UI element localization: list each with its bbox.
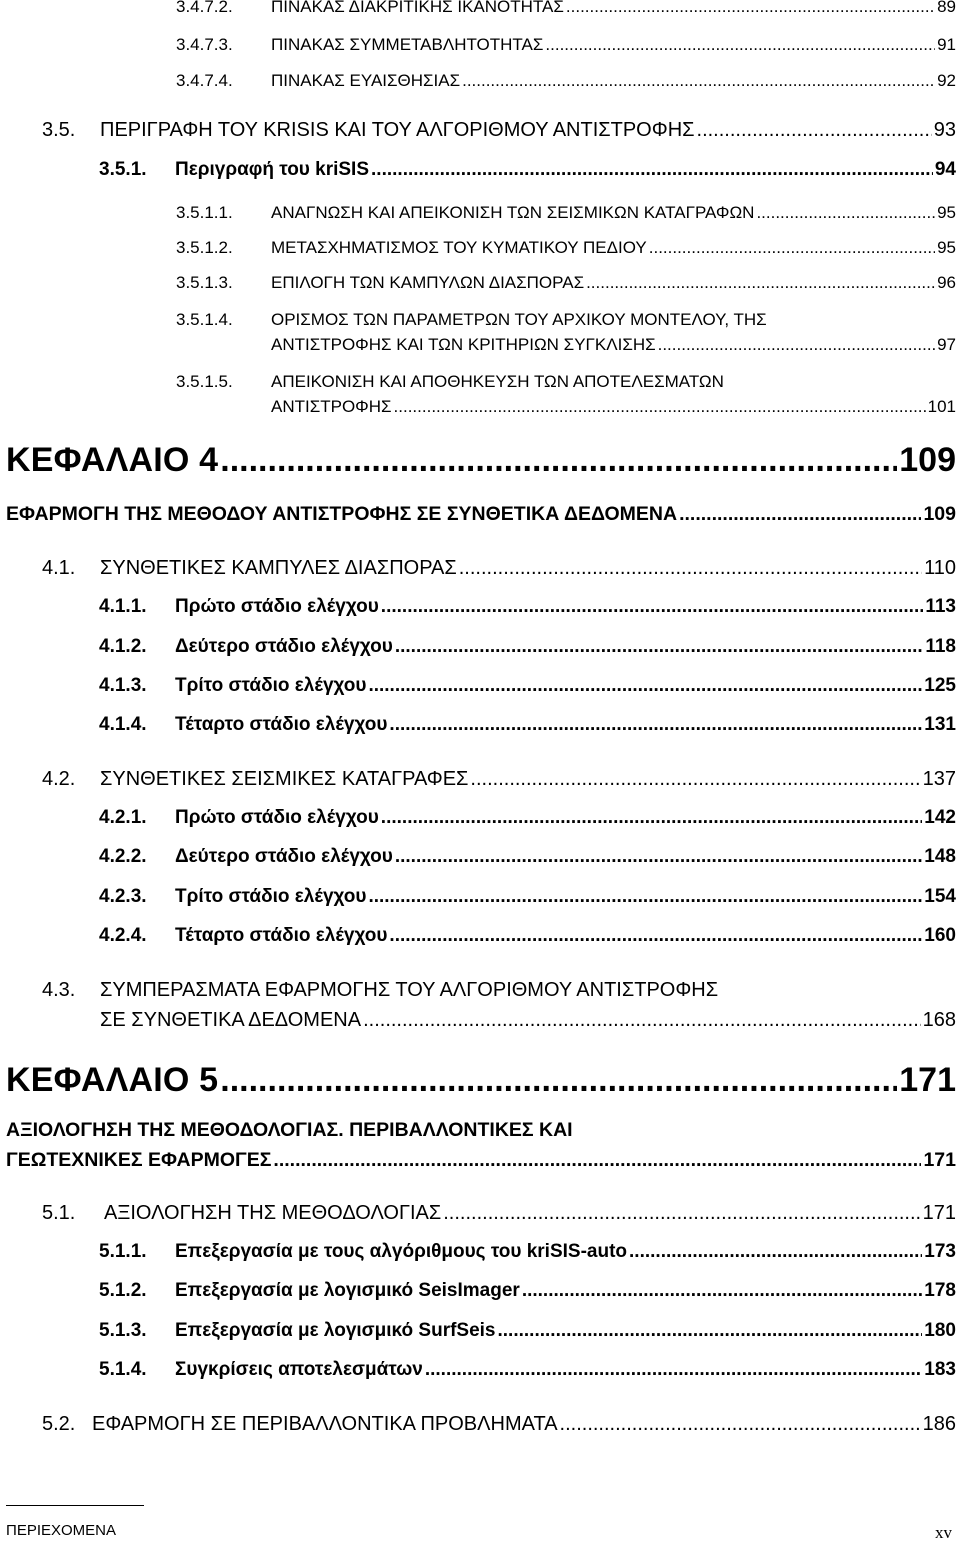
toc-entry[interactable] bbox=[99, 846, 956, 868]
toc-entry-number: 3.5.1.2. bbox=[176, 238, 233, 257]
toc-entry-page: 125 bbox=[924, 675, 956, 696]
toc-entry-title: ΕΦΑΡΜΟΓΗ ΣΕ ΠΕΡΙΒΑΛΛΟΝΤΙΚΑ ΠΡΟΒΛΗΜΑΤΑ bbox=[92, 1413, 558, 1435]
toc-entry-number: 5.2. bbox=[42, 1413, 76, 1435]
chapter-subtitle: ΕΦΑΡΜΟΓΗ ΤΗΣ ΜΕΘΟΔΟΥ ΑΝΤΙΣΤΡΟΦΗΣ ΣΕ ΣΥΝΘΕΤΙΚΑ ΔΕΔΟΜΕΝΑ bbox=[6, 503, 678, 525]
toc-entry[interactable] bbox=[42, 553, 956, 583]
toc-entry-page: 96 bbox=[937, 273, 956, 292]
dot-leader bbox=[368, 886, 922, 908]
toc-entry[interactable] bbox=[176, 369, 956, 419]
dot-leader bbox=[629, 1241, 922, 1263]
toc-entry-title: ΣΥΝΘΕΤΙΚΕΣ ΚΑΜΠΥΛΕΣ ΔΙΑΣΠΟΡΑΣ bbox=[100, 557, 457, 579]
toc-entry-number: 4.2.4. bbox=[99, 925, 147, 946]
toc-entry[interactable] bbox=[99, 1280, 956, 1302]
toc-entry-title: Πρώτο στάδιο ελέγχου bbox=[175, 596, 379, 617]
dot-leader bbox=[389, 925, 922, 947]
dot-leader bbox=[566, 0, 935, 19]
dot-leader bbox=[220, 1061, 897, 1100]
toc-entry-number: 4.3. bbox=[42, 979, 76, 1001]
dot-leader bbox=[658, 332, 935, 357]
dot-leader bbox=[679, 499, 921, 529]
toc-entry-page: 109 bbox=[899, 441, 956, 479]
dot-leader bbox=[395, 846, 922, 868]
toc-entry-title: Τέταρτο στάδιο ελέγχου bbox=[175, 925, 388, 946]
toc-entry[interactable] bbox=[176, 235, 956, 260]
toc-entry-page: 101 bbox=[927, 397, 956, 416]
toc-entry-title: Επεξεργασία με λογισμικό SurfSeis bbox=[175, 1320, 496, 1341]
toc-entry-page: 148 bbox=[924, 846, 956, 867]
dot-leader bbox=[425, 1359, 922, 1381]
toc-entry-page: 94 bbox=[934, 159, 956, 180]
toc-entry-title: Πρώτο στάδιο ελέγχου bbox=[175, 807, 379, 828]
toc-entry-page: 183 bbox=[924, 1359, 956, 1380]
toc-entry-title: ΠΕΡΙΓΡΑΦΗ ΤΟΥ KRISIS ΚΑΙ ΤΟΥ ΑΛΓΟΡΙΘΜΟΥ ΑΝΤΙΣΤΡΟΦΗΣ bbox=[100, 119, 695, 141]
dot-leader bbox=[273, 1145, 921, 1175]
toc-entry-page: 91 bbox=[937, 35, 956, 54]
toc-entry[interactable] bbox=[42, 1409, 956, 1439]
toc-entry-title-line2: ΑΝΤΙΣΤΡΟΦΗΣ bbox=[271, 397, 392, 416]
toc-entry[interactable] bbox=[42, 975, 956, 1035]
dot-leader bbox=[649, 235, 935, 260]
toc-entry-page: 168 bbox=[922, 1009, 956, 1031]
dot-leader bbox=[368, 675, 922, 697]
toc-entry-title: Δεύτερο στάδιο ελέγχου bbox=[175, 846, 393, 867]
toc-entry-page: 171 bbox=[899, 1061, 956, 1099]
chapter-subtitle-line1: ΑΞΙΟΛΟΓΗΣΗ ΤΗΣ ΜΕΘΟΔΟΛΟΓΙΑΣ. ΠΕΡΙΒΑΛΛΟΝΤΙΚΕΣ ΚΑΙ bbox=[6, 1119, 573, 1141]
toc-entry[interactable] bbox=[99, 807, 956, 829]
toc-entry-title: Επεξεργασία με τους αλγόριθμους του kriSIS-auto bbox=[175, 1241, 628, 1262]
toc-entry-number: 3.5. bbox=[42, 119, 76, 141]
toc-entry-number: 3.4.7.4. bbox=[176, 71, 233, 90]
toc-entry-page: 154 bbox=[924, 886, 956, 907]
toc-entry-title: Τρίτο στάδιο ελέγχου bbox=[175, 886, 367, 907]
toc-entry-page: 118 bbox=[925, 636, 956, 657]
toc-entry-number: 4.2.3. bbox=[99, 886, 147, 907]
toc-entry-title: ΣΥΝΘΕΤΙΚΕΣ ΣΕΙΣΜΙΚΕΣ ΚΑΤΑΓΡΑΦΕΣ bbox=[100, 768, 469, 790]
toc-entry-title: ΠΙΝΑΚΑΣ ΣΥΜΜΕΤΑΒΛΗΤΟΤΗΤΑΣ bbox=[271, 35, 544, 54]
toc-entry-title-line2: ΣΕ ΣΥΝΘΕΤΙΚΑ ΔΕΔΟΜΕΝΑ bbox=[100, 1009, 362, 1031]
toc-entry-number: 5.1.3. bbox=[99, 1320, 147, 1341]
toc-entry-title: ΠΙΝΑΚΑΣ ΕΥΑΙΣΘΗΣΙΑΣ bbox=[271, 71, 461, 90]
toc-entry-page: 142 bbox=[924, 807, 956, 828]
toc-entry[interactable] bbox=[176, 0, 956, 19]
dot-leader bbox=[395, 636, 924, 658]
dot-leader bbox=[470, 764, 920, 794]
toc-entry[interactable] bbox=[176, 32, 956, 57]
dot-leader bbox=[389, 714, 922, 736]
toc-entry[interactable] bbox=[99, 1241, 956, 1263]
toc-entry[interactable] bbox=[99, 596, 956, 618]
toc-entry-page: 95 bbox=[937, 203, 956, 222]
toc-entry[interactable] bbox=[42, 115, 956, 145]
toc-entry-title-line1: ΟΡΙΣΜΟΣ ΤΩΝ ΠΑΡΑΜΕΤΡΩΝ ΤΟΥ ΑΡΧΙΚΟΥ ΜΟΝΤΕΛΟΥ, ΤΗΣ bbox=[271, 310, 767, 329]
toc-entry[interactable] bbox=[99, 1320, 956, 1342]
toc-entry[interactable] bbox=[176, 68, 956, 93]
toc-entry-title-line1: ΣΥΜΠΕΡΑΣΜΑΤΑ ΕΦΑΡΜΟΓΗΣ ΤΟΥ ΑΛΓΟΡΙΘΜΟΥ ΑΝΤΙΣΤΡΟΦΗΣ bbox=[100, 979, 719, 1001]
chapter-title: ΚΕΦΑΛΑΙΟ 5 bbox=[6, 1061, 219, 1099]
toc-entry[interactable] bbox=[99, 714, 956, 736]
toc-entry-number: 5.1.4. bbox=[99, 1359, 147, 1380]
footer-divider bbox=[6, 1505, 144, 1506]
toc-entry-page: 171 bbox=[923, 1149, 956, 1171]
toc-entry[interactable] bbox=[99, 159, 956, 181]
chapter-subtitle-line2: ΓΕΩΤΕΧΝΙΚΕΣ ΕΦΑΡΜΟΓΕΣ bbox=[6, 1149, 272, 1171]
toc-entry-page: 171 bbox=[922, 1202, 956, 1224]
toc-entry-title: Συγκρίσεις αποτελεσμάτων bbox=[175, 1359, 423, 1380]
toc-entry[interactable] bbox=[99, 925, 956, 947]
dot-leader bbox=[560, 1409, 921, 1439]
toc-chapter-subtitle[interactable] bbox=[6, 1115, 956, 1175]
toc-entry-page: 160 bbox=[924, 925, 956, 946]
toc-entry-title: ΑΞΙΟΛΟΓΗΣΗ ΤΗΣ ΜΕΘΟΔΟΛΟΓΙΑΣ bbox=[104, 1202, 442, 1224]
toc-entry[interactable] bbox=[99, 1359, 956, 1381]
dot-leader bbox=[522, 1280, 922, 1302]
toc-entry-page: 92 bbox=[937, 71, 956, 90]
toc-entry-number: 4.1.3. bbox=[99, 675, 147, 696]
toc-entry[interactable] bbox=[99, 886, 956, 908]
toc-entry-page: 173 bbox=[924, 1241, 956, 1262]
toc-entry-number: 5.1.1. bbox=[99, 1241, 147, 1262]
chapter-title: ΚΕΦΑΛΑΙΟ 4 bbox=[6, 441, 219, 479]
toc-entry-title: ΠΙΝΑΚΑΣ ΔΙΑΚΡΙΤΙΚΗΣ ΙΚΑΝΟΤΗΤΑΣ bbox=[271, 0, 564, 16]
dot-leader bbox=[363, 1005, 921, 1035]
toc-entry-title: Τέταρτο στάδιο ελέγχου bbox=[175, 714, 388, 735]
toc-entry-title: ΕΠΙΛΟΓΗ ΤΩΝ ΚΑΜΠΥΛΩΝ ΔΙΑΣΠΟΡΑΣ bbox=[271, 273, 585, 292]
dot-leader bbox=[381, 807, 923, 829]
footer-page-number: xv bbox=[935, 1523, 952, 1542]
toc-entry-number: 4.1.2. bbox=[99, 636, 147, 657]
toc-entry-title: ΑΝΑΓΝΩΣΗ ΚΑΙ ΑΠΕΙΚΟΝΙΣΗ ΤΩΝ ΣΕΙΣΜΙΚΩΝ ΚΑΤΑΓΡΑΦΩΝ bbox=[271, 203, 755, 222]
toc-entry[interactable] bbox=[42, 764, 956, 794]
toc-entry-page: 186 bbox=[922, 1413, 956, 1435]
toc-entry-number: 4.2. bbox=[42, 768, 76, 790]
toc-entry-page: 95 bbox=[937, 238, 956, 257]
toc-entry-number: 3.5.1.5. bbox=[176, 372, 233, 391]
toc-entry-page: 110 bbox=[924, 557, 956, 579]
toc-entry-title: Περιγραφή του kriSIS bbox=[175, 159, 370, 180]
toc-entry[interactable] bbox=[42, 1198, 956, 1228]
dot-leader bbox=[697, 115, 932, 145]
toc-entry-title: ΜΕΤΑΣΧΗΜΑΤΙΣΜΟΣ ΤΟΥ ΚΥΜΑΤΙΚΟΥ ΠΕΔΙΟΥ bbox=[271, 238, 647, 257]
toc-entry-page: 109 bbox=[923, 503, 956, 525]
dot-leader bbox=[443, 1198, 920, 1228]
toc-entry-number: 5.1. bbox=[42, 1202, 76, 1224]
toc-entry-page: 137 bbox=[922, 768, 956, 790]
toc-entry-number: 3.4.7.2. bbox=[176, 0, 233, 16]
toc-entry-number: 4.2.2. bbox=[99, 846, 147, 867]
toc-entry-title: Τρίτο στάδιο ελέγχου bbox=[175, 675, 367, 696]
toc-entry-number: 3.5.1. bbox=[99, 159, 147, 180]
toc-entry[interactable] bbox=[99, 675, 956, 697]
dot-leader bbox=[462, 68, 935, 93]
toc-entry-number: 4.1.4. bbox=[99, 714, 147, 735]
toc-entry-number: 5.1.2. bbox=[99, 1280, 147, 1301]
toc-entry-number: 3.5.1.4. bbox=[176, 310, 233, 329]
dot-leader bbox=[498, 1320, 923, 1342]
toc-entry-page: 178 bbox=[924, 1280, 956, 1301]
toc-entry-page: 131 bbox=[924, 714, 956, 735]
toc-entry-page: 97 bbox=[937, 335, 956, 354]
toc-entry[interactable] bbox=[176, 200, 956, 225]
toc-chapter[interactable] bbox=[6, 441, 956, 480]
dot-leader bbox=[586, 270, 935, 295]
toc-entry[interactable] bbox=[176, 307, 956, 357]
dot-leader bbox=[459, 553, 922, 583]
toc-entry[interactable] bbox=[99, 636, 956, 658]
toc-entry-title: Επεξεργασία με λογισμικό SeisImager bbox=[175, 1280, 520, 1301]
toc-entry-number: 3.5.1.1. bbox=[176, 203, 233, 222]
toc-entry-title-line1: ΑΠΕΙΚΟΝΙΣΗ ΚΑΙ ΑΠΟΘΗΚΕΥΣΗ ΤΩΝ ΑΠΟΤΕΛΕΣΜΑΤΩΝ bbox=[271, 372, 724, 391]
toc-entry-page: 93 bbox=[933, 119, 956, 141]
toc-entry-number: 4.1. bbox=[42, 557, 76, 579]
toc-entry-title: Δεύτερο στάδιο ελέγχου bbox=[175, 636, 393, 657]
dot-leader bbox=[545, 32, 935, 57]
toc-entry-number: 4.1.1. bbox=[99, 596, 147, 617]
toc-entry-title-line2: ΑΝΤΙΣΤΡΟΦΗΣ ΚΑΙ ΤΩΝ ΚΡΙΤΗΡΙΩΝ ΣΥΓΚΛΙΣΗΣ bbox=[271, 335, 656, 354]
dot-leader bbox=[371, 159, 933, 181]
toc-entry[interactable] bbox=[176, 270, 956, 295]
toc-chapter-subtitle[interactable] bbox=[6, 499, 956, 529]
dot-leader bbox=[394, 394, 926, 419]
toc-chapter[interactable] bbox=[6, 1061, 956, 1100]
toc-entry-number: 3.4.7.3. bbox=[176, 35, 233, 54]
dot-leader bbox=[756, 200, 935, 225]
dot-leader bbox=[381, 596, 924, 618]
toc-entry-number: 3.5.1.3. bbox=[176, 273, 233, 292]
footer-section-label: ΠΕΡΙΕΧΟΜΕΝΑ bbox=[6, 1522, 117, 1539]
toc-entry-page: 180 bbox=[924, 1320, 956, 1341]
dot-leader bbox=[220, 441, 897, 480]
toc-entry-page: 89 bbox=[937, 0, 956, 16]
toc-entry-number: 4.2.1. bbox=[99, 807, 147, 828]
toc-entry-page: 113 bbox=[925, 596, 956, 617]
